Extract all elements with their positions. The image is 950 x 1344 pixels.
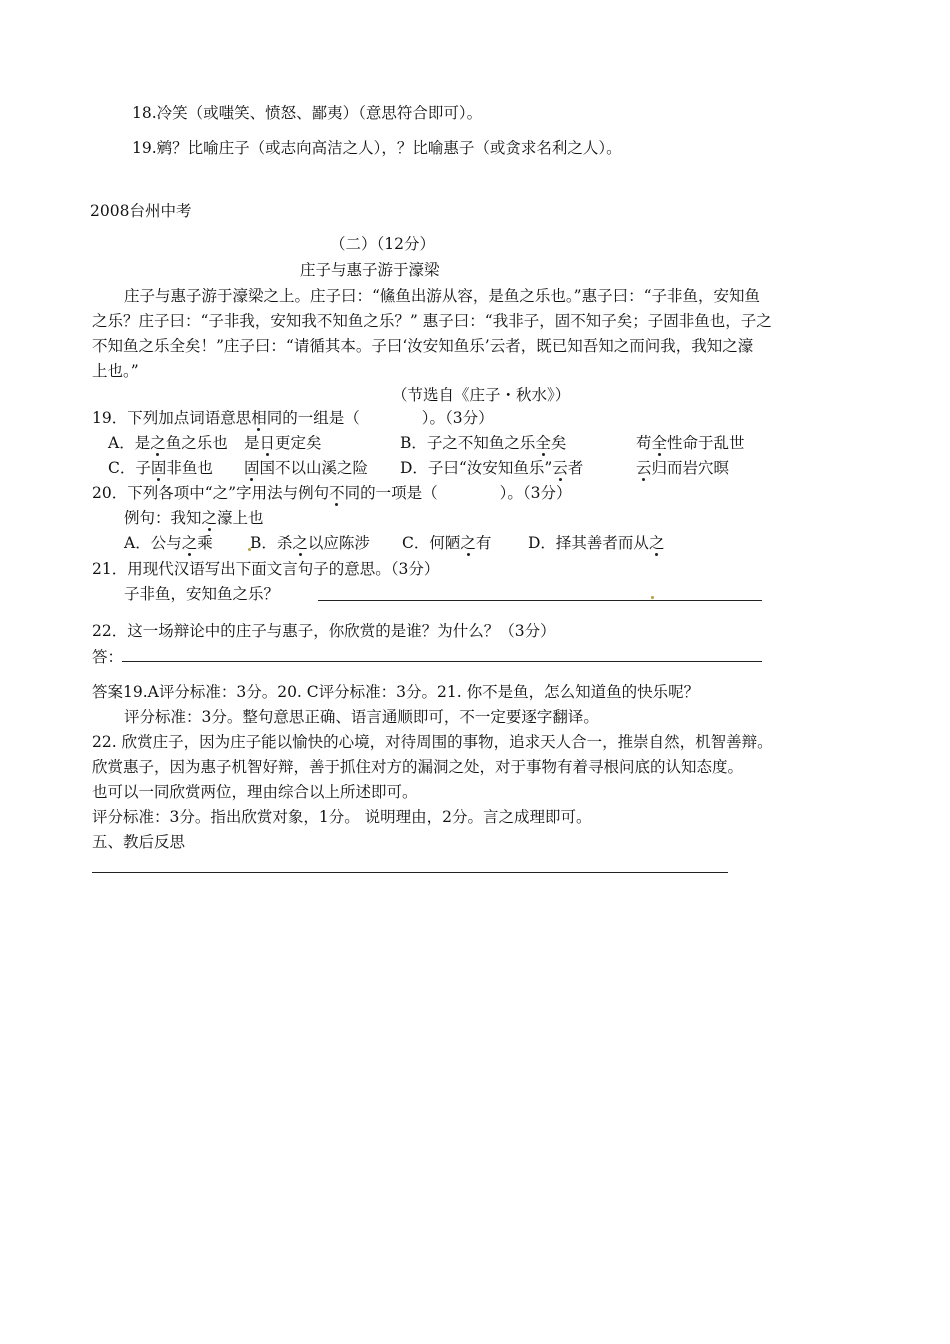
option-19-d1: D．子曰“汝安知鱼乐”云者 <box>400 459 584 477</box>
passage-line: 庄子与惠子游于濠梁之上。庄子曰：“鯈鱼出游从容，是鱼之乐也。”惠子曰：“子非鱼，安知鱼 <box>124 287 761 305</box>
option-19-a2: 是日更定矣 <box>244 434 322 452</box>
answer-line <box>318 600 762 601</box>
question-21-sentence: 子非鱼，安知鱼之乐？ <box>124 585 280 603</box>
option-20-d: D．择其善者而从之 <box>528 534 665 552</box>
answer-line <box>122 661 762 662</box>
answer-key-line: 22. 欣赏庄子，因为庄子能以愉快的心境，对待周围的事物，追求天人合一，推崇自然，机智善辩。 <box>92 733 773 751</box>
option-20-a: A．公与之乘 <box>124 534 213 552</box>
passage-line: 上也。” <box>92 362 139 380</box>
answer-18: 18.冷笑（或嗤笑、愤怒、鄙夷）（意思符合即可）。 <box>132 104 483 122</box>
answer-label: 答： <box>92 648 124 666</box>
section-heading: （二）（12分） <box>330 235 435 253</box>
option-20-b: B．杀之以应陈涉 <box>250 534 370 552</box>
passage-title: 庄子与惠子游于濠梁 <box>300 261 440 279</box>
answer-19: 19.鹓？比喻庄子（或志向高洁之人），？比喻惠子（或贪求名利之人）。 <box>132 139 622 157</box>
reflection-line <box>92 872 728 873</box>
option-19-b1: B．子之不知鱼之乐全矣 <box>400 434 567 452</box>
option-19-a1: A．是之鱼之乐也 <box>108 434 228 452</box>
passage-line: 之乐？庄子曰：“子非我，安知我不知鱼之乐？” 惠子曰：“我非子，固不知子矣；子固非鱼也，子之 <box>92 312 772 330</box>
answer-key-line: 答案19.A评分标准：3分。20. C评分标准：3分。21. 你不是鱼，怎么知道鱼的快乐呢？ <box>92 683 700 701</box>
option-19-c1: C．子固非鱼也 <box>108 459 213 477</box>
option-19-c2: 固国不以山溪之险 <box>244 459 369 477</box>
reflection-heading: 五、教后反思 <box>92 833 186 851</box>
question-19-stem: 19．下列加点词语意思相同的一组是（ ）。（3分） <box>92 409 494 427</box>
question-21-stem: 21．用现代汉语写出下面文言句子的意思。（3分） <box>92 560 440 578</box>
answer-key-line: 欣赏惠子，因为惠子机智好辩，善于抓住对方的漏洞之处，对于事物有着寻根问底的认知态度。 <box>92 758 744 776</box>
answer-key-line: 也可以一同欣赏两位，理由综合以上所述即可。 <box>92 783 418 801</box>
exam-source: 2008台州中考 <box>90 202 192 220</box>
question-20-stem: 20．下列各项中“之”字用法与例句不同的一项是（ ）。（3分） <box>92 484 572 502</box>
option-19-d2: 云归而岩穴暝 <box>636 459 730 477</box>
passage-source: （节选自《庄子・秋水》） <box>392 386 571 404</box>
option-20-c: C．何陋之有 <box>402 534 492 552</box>
passage-line: 不知鱼之乐全矣！”庄子曰：“请循其本。子曰‘汝安知鱼乐’云者，既已知吾知之而问我，我知之濠 <box>92 337 754 355</box>
option-19-b2: 苟全性命于乱世 <box>636 434 745 452</box>
mark-dot <box>651 596 654 599</box>
answer-key-line: 评分标准：3分。指出欣赏对象，1分。 说明理由，2分。言之成理即可。 <box>92 808 592 826</box>
question-20-example: 例句：我知之濠上也 <box>124 509 264 527</box>
question-22-stem: 22．这一场辩论中的庄子与惠子，你欣赏的是谁？为什么？（3分） <box>92 622 556 640</box>
answer-key-line: 评分标准：3分。整句意思正确、语言通顺即可，不一定要逐字翻译。 <box>124 708 599 726</box>
